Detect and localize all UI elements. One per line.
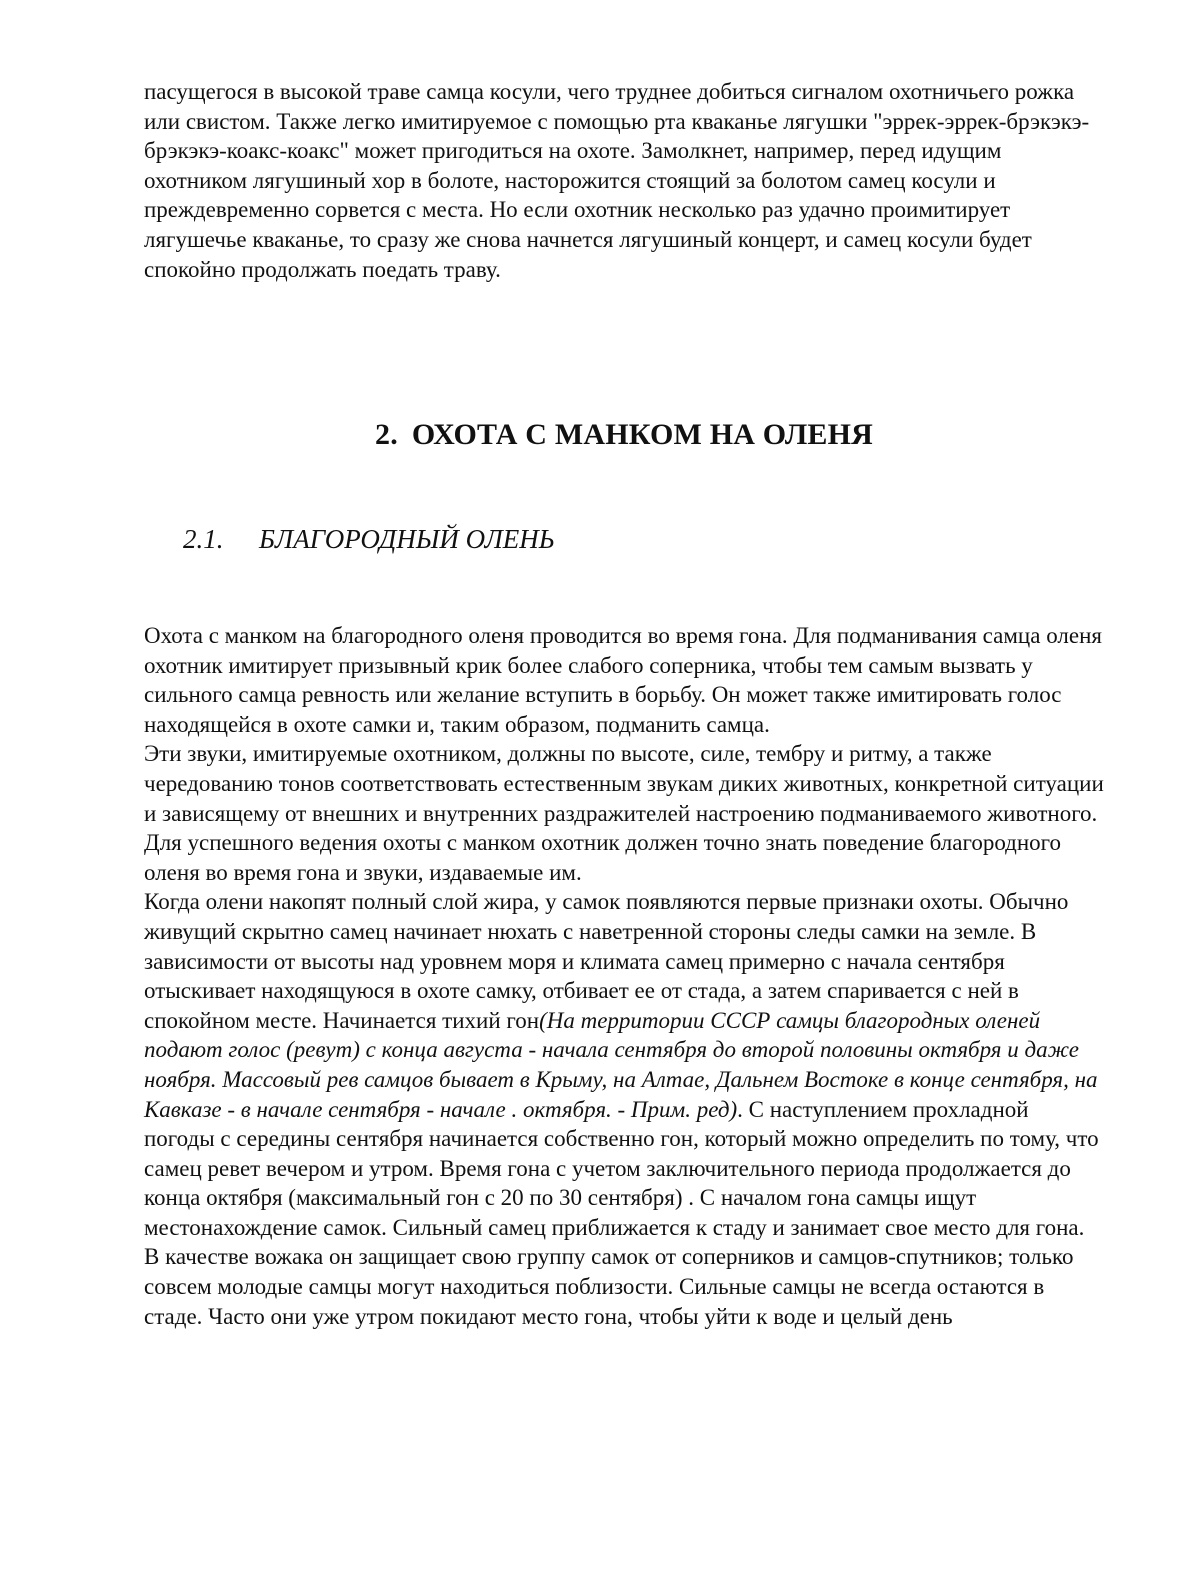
section-number: 2. — [375, 418, 398, 451]
subsection-heading — [183, 524, 555, 555]
subsection-number: 2.1. — [183, 524, 224, 554]
subsection-title: БЛАГОРОДНЫЙ ОЛЕНЬ — [259, 524, 555, 554]
body-text-part1: Охота с манком на благородного оленя проводится во время гона. Для подманивания самца оленя охотник имитирует призывный крик более слабого соперника, чтобы тем самым вызвать у сильного самца ревность или желание вступить в борьбу. Он может также имитировать голос находящейся в охоте самки и, таким образом, подманить самца. — [144, 623, 1102, 737]
intro-paragraph — [144, 77, 1104, 284]
editor-note: (На территории СССР самцы благородных оленей подают голос (ревут) с конца августа - начала сентября до второй половины октября и даже ноября. Массовый рев самцов бывает в Крыму, на Алтае, Дальнем Востоке в конце сентября, на Кавказе - в начале сентября - начале . октября. - Прим. ред) — [144, 1007, 1098, 1122]
body-paragraph — [144, 621, 1104, 1331]
section-title: ОХОТА С МАНКОМ НА ОЛЕНЯ — [411, 418, 873, 451]
section-heading — [144, 418, 1104, 452]
body-text-part4-end: . С наступлением прохладной погоды с середины сентября начинается собственно гон, который можно определить по тому, что самец ревет вечером и утром. Время гона с учетом заключительного периода продолжается до конца октября (максимальный гон с 20 по 30 сентября) . С началом гона самцы ищут местонахождение самок. Сильный самец приближается к стаду и занимает свое место для гона. В качестве вожака он защищает свою группу самок от соперников и самцов-спутников; только совсем молодые самцы могут находиться поблизости. Сильные самцы не всегда остаются в стаде. Часто они уже утром покидают место гона, чтобы уйти к воде и целый день — [144, 1096, 1099, 1329]
body-text-part2: Эти звуки, имитируемые охотником, должны по высоте, силе, тембру и ритму, а также чередованию тонов соответствовать естественным звукам диких животных, конкретной ситуации и зависящему от внешних и внутренних раздражителей настроению подманиваемого животного. — [144, 741, 1104, 826]
body-text-part4-start: Когда олени накопят полный слой жира, у самок появляются первые признаки охоты. Обычно живущий скрытно самец начинает нюхать с наветренной стороны следы самки на земле. В зависимости от высоты над уровнем моря и климата самец примерно с начала сентября отыскивает находящуюся в охоте самку, отбивает ее от стада, а затем спаривается с ней в спокойном месте. Начинается тихий гон — [144, 889, 1069, 1033]
body-text-part3: Для успешного ведения охоты с манком охотник должен точно знать поведение благородного оленя во время гона и звуки, издаваемые им. — [144, 830, 1062, 885]
intro-paragraph-text: пасущегося в высокой траве самца косули, чего труднее добиться сигналом охотничьего рожка или свистом. Также легко имитируемое с помощью рта кваканье лягушки "эррек-эррек-брэкэкэ-брэкэкэ-коакс-коакс" может пригодиться на охоте. Замолкнет, например, перед идущим охотником лягушиный хор в болоте, насторожится стоящий за болотом самец косули и преждевременно сорвется с места. Но если охотник несколько раз удачно проимитирует лягушечье кваканье, то сразу же снова начнется лягушиный концерт, и самец косули будет спокойно продолжать поедать траву. — [144, 79, 1090, 282]
